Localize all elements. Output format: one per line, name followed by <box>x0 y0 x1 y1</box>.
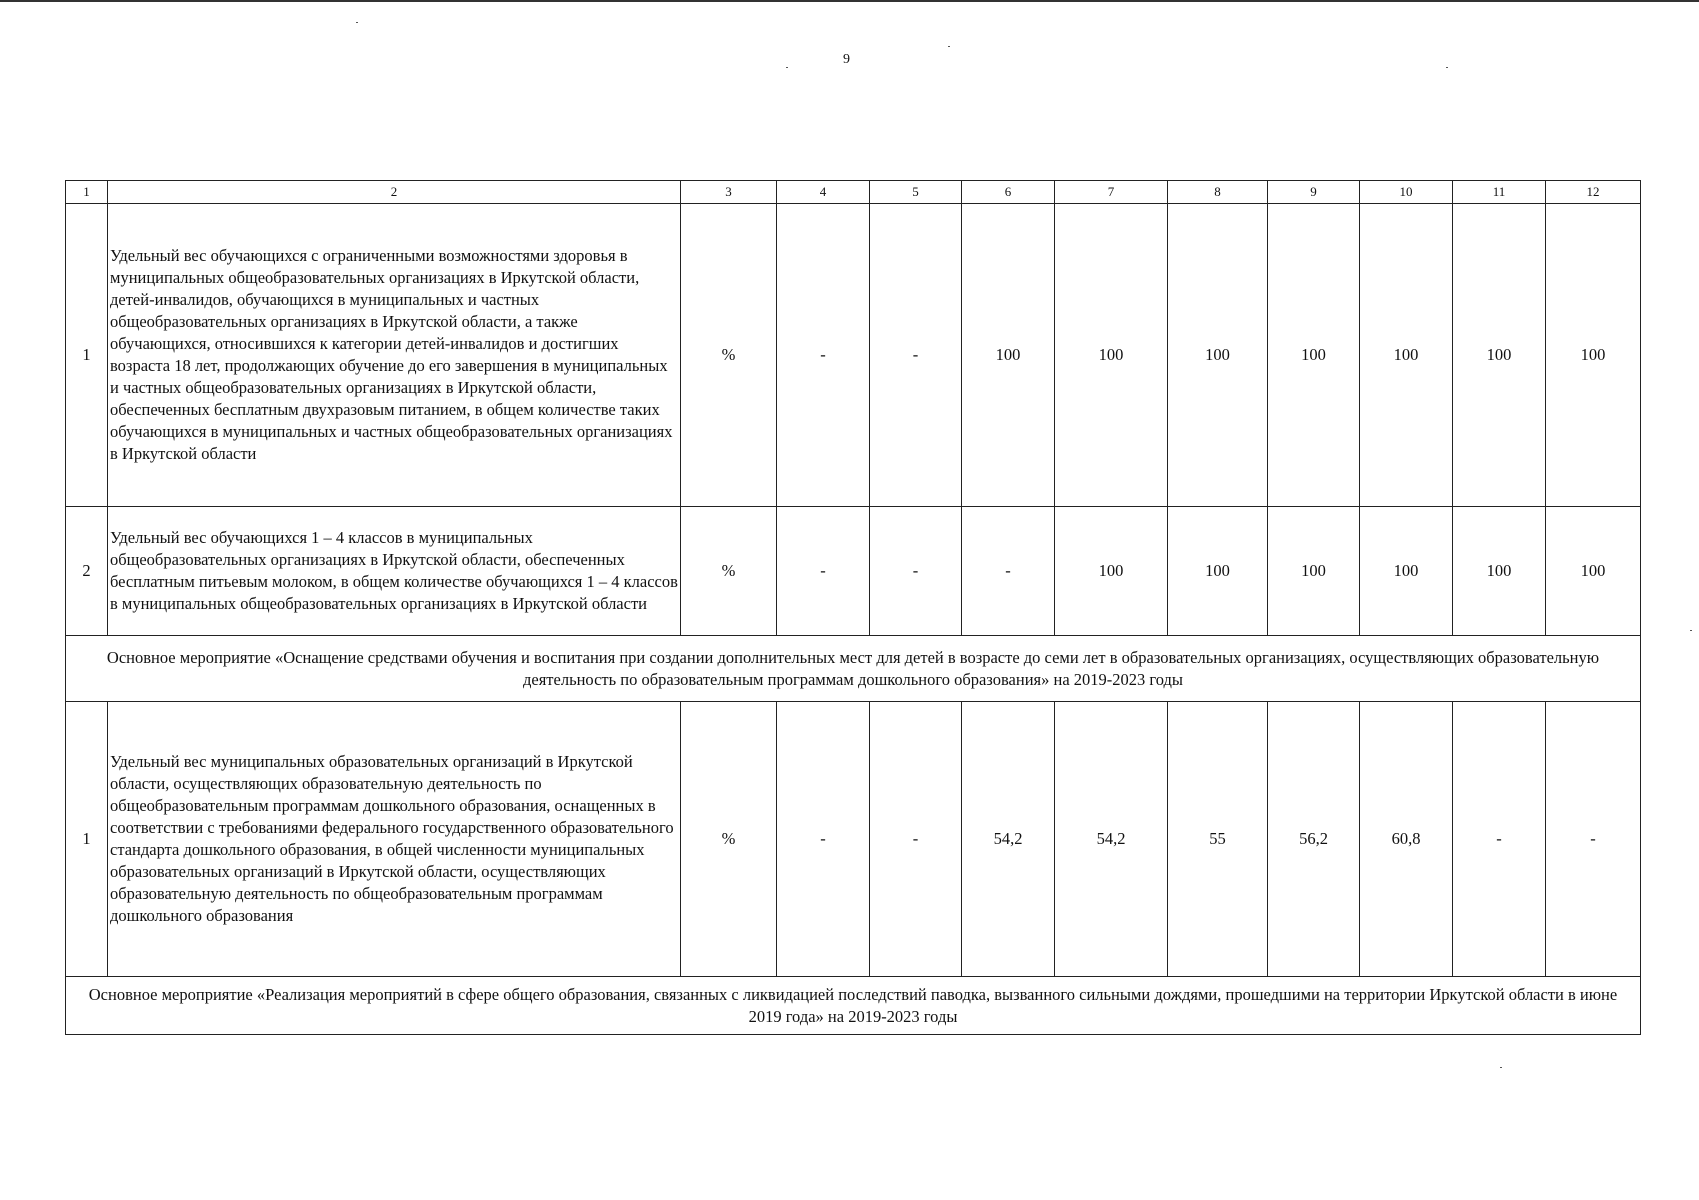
indicators-table <box>65 180 1641 1035</box>
table-row <box>66 204 1641 507</box>
value-cell: - <box>1453 702 1546 977</box>
page-number: 9 <box>843 52 850 67</box>
scan-speck <box>948 46 950 47</box>
indicator-description: Удельный вес обучающихся с ограниченными возможностями здоровья в муниципальных общеобразовательных организациях в Иркутской области, детей-инвалидов, обучающихся в муниципальных и частных общеобразовательных организациях в Иркутской области, а также обучающихся, относившихся к категории детей-инвалидов и достигших возраста 18 лет, продолжающих обучение до его завершения в муниципальных и частных общеобразовательных организациях в Иркутской области, обеспеченных бесплатным двухразовым питанием, в общем количестве таких обучающихся в муниципальных и частных общеобразовательных организациях в Иркутской области <box>108 204 681 507</box>
header-cell: 7 <box>1055 181 1168 204</box>
row-number: 1 <box>66 702 108 977</box>
value-cell: 100 <box>1268 204 1360 507</box>
value-cell: - <box>777 702 870 977</box>
header-cell: 1 <box>66 181 108 204</box>
value-cell: 100 <box>1453 204 1546 507</box>
value-cell: - <box>777 204 870 507</box>
header-cell: 8 <box>1168 181 1268 204</box>
value-cell: 100 <box>1546 507 1641 636</box>
value-cell: 100 <box>1453 507 1546 636</box>
value-cell: 56,2 <box>1268 702 1360 977</box>
value-cell: 100 <box>1168 507 1268 636</box>
header-cell: 4 <box>777 181 870 204</box>
header-cell: 5 <box>870 181 962 204</box>
scan-speck <box>786 67 788 68</box>
row-number: 1 <box>66 204 108 507</box>
unit-cell: % <box>681 702 777 977</box>
header-cell: 2 <box>108 181 681 204</box>
header-cell: 3 <box>681 181 777 204</box>
scan-speck <box>1446 67 1448 68</box>
scan-top-edge <box>0 0 1699 2</box>
value-cell: 55 <box>1168 702 1268 977</box>
value-cell: 54,2 <box>1055 702 1168 977</box>
value-cell: 100 <box>1546 204 1641 507</box>
value-cell: - <box>870 702 962 977</box>
value-cell: - <box>777 507 870 636</box>
header-cell: 11 <box>1453 181 1546 204</box>
value-cell: 100 <box>1268 507 1360 636</box>
row-number: 2 <box>66 507 108 636</box>
indicator-description: Удельный вес муниципальных образовательных организаций в Иркутской области, осуществляющих образовательную деятельность по общеобразовательным программам дошкольного образования, оснащенных в соответствии с требованиями федерального государственного образовательного стандарта дошкольного образования, в общей численности муниципальных образовательных организаций в Иркутской области, осуществляющих образовательную деятельность по общеобразовательным программам дошкольного образования <box>108 702 681 977</box>
value-cell: - <box>962 507 1055 636</box>
table-row <box>66 507 1641 636</box>
unit-cell: % <box>681 204 777 507</box>
value-cell: - <box>870 204 962 507</box>
table-row <box>66 702 1641 977</box>
section-title: Основное мероприятие «Реализация мероприятий в сфере общего образования, связанных с ликвидацией последствий паводка, вызванного сильными дождями, прошедшими на территории Иркутской области в июне 2019 года» на 2019-2023 годы <box>66 977 1641 1035</box>
section-row <box>66 636 1641 702</box>
section-title: Основное мероприятие «Оснащение средствами обучения и воспитания при создании дополнительных мест для детей в возрасте до семи лет в образовательных организациях, осуществляющих образовательную деятельность по образовательным программам дошкольного образования» на 2019-2023 годы <box>66 636 1641 702</box>
value-cell: 100 <box>1360 507 1453 636</box>
header-cell: 9 <box>1268 181 1360 204</box>
value-cell: 100 <box>962 204 1055 507</box>
value-cell: 60,8 <box>1360 702 1453 977</box>
value-cell: 100 <box>1055 507 1168 636</box>
unit-cell: % <box>681 507 777 636</box>
header-cell: 6 <box>962 181 1055 204</box>
column-number-row <box>66 181 1641 204</box>
scan-speck <box>1690 630 1692 631</box>
value-cell: 100 <box>1360 204 1453 507</box>
value-cell: - <box>870 507 962 636</box>
value-cell: 54,2 <box>962 702 1055 977</box>
header-cell: 10 <box>1360 181 1453 204</box>
header-cell: 12 <box>1546 181 1641 204</box>
indicator-description: Удельный вес обучающихся 1 – 4 классов в муниципальных общеобразовательных организациях в Иркутской области, обеспеченных бесплатным питьевым молоком, в общем количестве обучающихся 1 – 4 классов в муниципальных общеобразовательных организациях в Иркутской области <box>108 507 681 636</box>
value-cell: 100 <box>1055 204 1168 507</box>
scan-speck <box>1500 1067 1502 1068</box>
scan-speck <box>356 22 358 23</box>
value-cell: 100 <box>1168 204 1268 507</box>
value-cell: - <box>1546 702 1641 977</box>
section-row <box>66 977 1641 1035</box>
